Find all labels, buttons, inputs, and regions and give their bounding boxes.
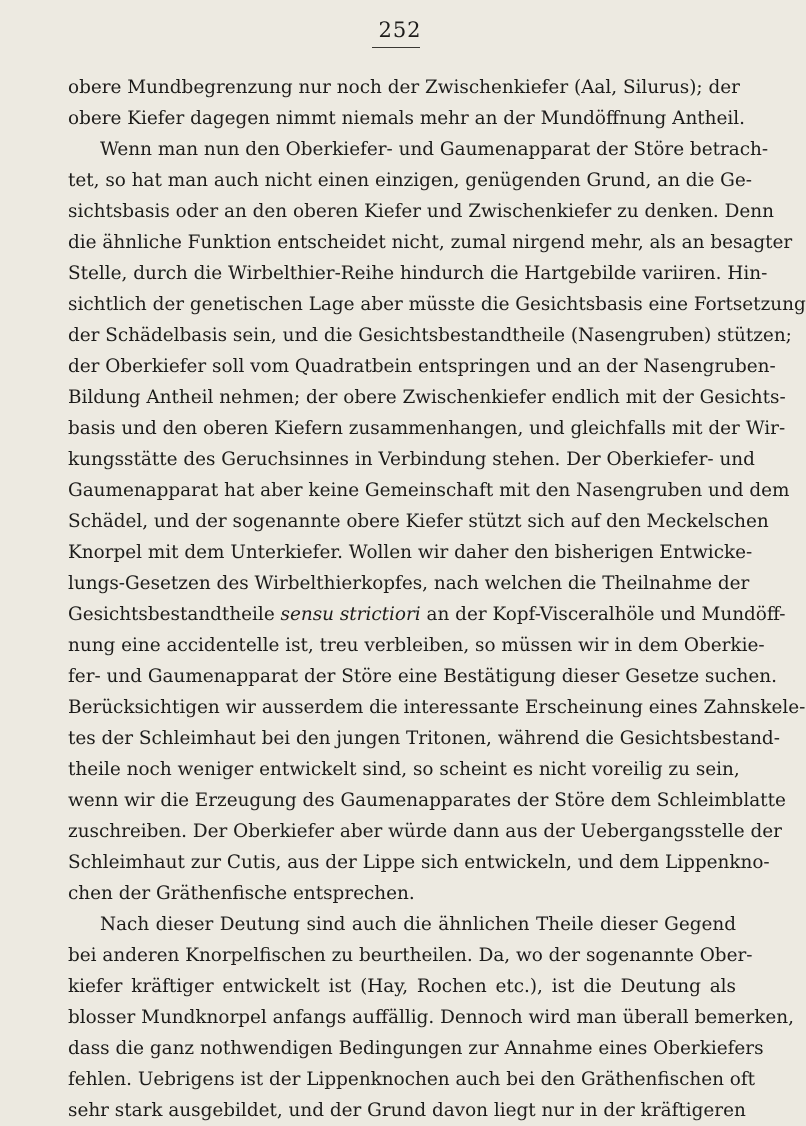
text-line [68, 754, 740, 785]
page-number: 252 [378, 18, 422, 42]
text-segment: der Oberkiefer soll vom Quadratbein entspringen und an der Nasengruben- [68, 356, 776, 377]
text-segment: Stelle, durch die Wirbelthier-Reihe hindurch die Hartgebilde variiren. Hin- [68, 263, 768, 284]
text-segment: tes der Schleimhaut bei den jungen Tritonen, während die Gesichtsbestand- [68, 728, 780, 749]
text-line [68, 568, 750, 599]
text-segment: Knorpel mit dem Unterkiefer. Wollen wir daher den bisherigen Entwicke- [68, 542, 753, 563]
text-line [68, 320, 792, 351]
text-line [68, 661, 777, 692]
text-segment: sehr stark ausgebildet, und der Grund davon liegt nur in der kräftigeren [68, 1100, 746, 1121]
text-line [68, 692, 806, 723]
text-segment: die ähnliche Funktion entscheidet nicht, zumal nirgend mehr, als an besagter [68, 232, 793, 253]
text-line [68, 289, 806, 320]
text-line [68, 537, 753, 568]
page-number-underline [372, 47, 420, 48]
text-segment: Bildung Antheil nehmen; der obere Zwischenkiefer endlich mit der Gesichts- [68, 387, 786, 408]
text-segment: nung eine accidentelle ist, treu verbleiben, so müssen wir in dem Oberkie- [68, 635, 765, 656]
text-segment: lungs-Gesetzen des Wirbelthierkopfes, nach welchen die Theilnahme der [68, 573, 750, 594]
text-line [68, 351, 776, 382]
text-segment: blosser Mundknorpel anfangs auffällig. Dennoch wird man überall bemerken, [68, 1007, 794, 1028]
text-line [68, 1033, 764, 1064]
text-segment: fer- und Gaumenapparat der Störe eine Bestätigung dieser Gesetze suchen. [68, 666, 777, 687]
text-line [68, 1064, 756, 1095]
text-segment: zuschreiben. Der Oberkiefer aber würde dann aus der Uebergangsstelle der [68, 821, 782, 842]
text-segment: kiefer kräftiger entwickelt ist (Hay, Rochen etc.), ist die Deutung als [68, 976, 736, 997]
text-segment: chen der Gräthenfische entsprechen. [68, 883, 415, 904]
text-segment: kungsstätte des Geruchsinnes in Verbindung stehen. Der Oberkiefer- und [68, 449, 755, 470]
text-line [68, 847, 770, 878]
text-segment: sichtsbasis oder an den oberen Kiefer und Zwischenkiefer zu denken. Denn [68, 201, 774, 222]
text-segment: an der Kopf-Visceralhöle und Mundöff- [420, 604, 786, 625]
text-line [68, 1095, 746, 1126]
text-line [68, 196, 774, 227]
text-segment: dass die ganz nothwendigen Bedingungen zur Annahme eines Oberkiefers [68, 1038, 764, 1059]
text-segment: Wenn man nun den Oberkiefer- und Gaumenapparat der Störe betrach- [100, 139, 769, 160]
text-line [68, 506, 769, 537]
text-segment: obere Kiefer dagegen nimmt niemals mehr an der Mundöffnung Antheil. [68, 108, 746, 129]
text-line [68, 72, 740, 103]
text-line [68, 1002, 794, 1033]
text-segment: der Schädelbasis sein, und die Gesichtsbestandtheile (Nasengruben) stützen; [68, 325, 792, 346]
text-segment: Schleimhaut zur Cutis, aus der Lippe sich entwickeln, und dem Lippenkno- [68, 852, 770, 873]
text-line [68, 971, 736, 1002]
text-line [68, 785, 786, 816]
text-line [68, 909, 736, 940]
text-line [68, 475, 790, 506]
text-segment: Nach dieser Deutung sind auch die ähnlichen Theile dieser Gegend [100, 914, 736, 935]
text-line [68, 227, 793, 258]
text-segment: sichtlich der genetischen Lage aber müsste die Gesichtsbasis eine Fortsetzung [68, 294, 806, 315]
italic-phrase: sensu strictiori [280, 604, 421, 625]
paragraph [68, 72, 746, 134]
text-segment: obere Mundbegrenzung nur noch der Zwischenkiefer (Aal, Silurus); der [68, 77, 740, 98]
text-segment: Berücksichtigen wir ausserdem die interessante Erscheinung eines Zahnskele- [68, 697, 806, 718]
text-segment: wenn wir die Erzeugung des Gaumenapparates der Störe dem Schleimblatte [68, 790, 786, 811]
text-line [68, 444, 755, 475]
text-segment: tet, so hat man auch nicht einen einzigen, genügenden Grund, an die Ge- [68, 170, 752, 191]
text-line [68, 382, 786, 413]
paragraph [68, 909, 794, 1126]
text-line [68, 103, 746, 134]
text-segment: theile noch weniger entwickelt sind, so scheint es nicht voreilig zu sein, [68, 759, 740, 780]
text-line [68, 599, 786, 630]
text-line [68, 134, 769, 165]
text-segment: bei anderen Knorpelfischen zu beurtheilen. Da, wo der sogenannte Ober- [68, 945, 753, 966]
text-segment: basis und den oberen Kiefern zusammenhangen, und gleichfalls mit der Wir- [68, 418, 786, 439]
paragraph [68, 134, 806, 909]
text-segment: Gesichtsbestandtheile [68, 604, 281, 625]
text-line [68, 413, 786, 444]
text-line [68, 630, 765, 661]
text-line [68, 878, 736, 909]
text-line [68, 940, 753, 971]
text-segment: Schädel, und der sogenannte obere Kiefer stützt sich auf den Meckelschen [68, 511, 769, 532]
text-line [68, 258, 768, 289]
body-text [68, 72, 806, 1126]
text-line [68, 723, 780, 754]
text-segment: Gaumenapparat hat aber keine Gemeinschaft mit den Nasengruben und dem [68, 480, 790, 501]
text-line [68, 816, 782, 847]
text-segment: fehlen. Uebrigens ist der Lippenknochen auch bei den Gräthenfischen oft [68, 1069, 756, 1090]
text-line [68, 165, 752, 196]
